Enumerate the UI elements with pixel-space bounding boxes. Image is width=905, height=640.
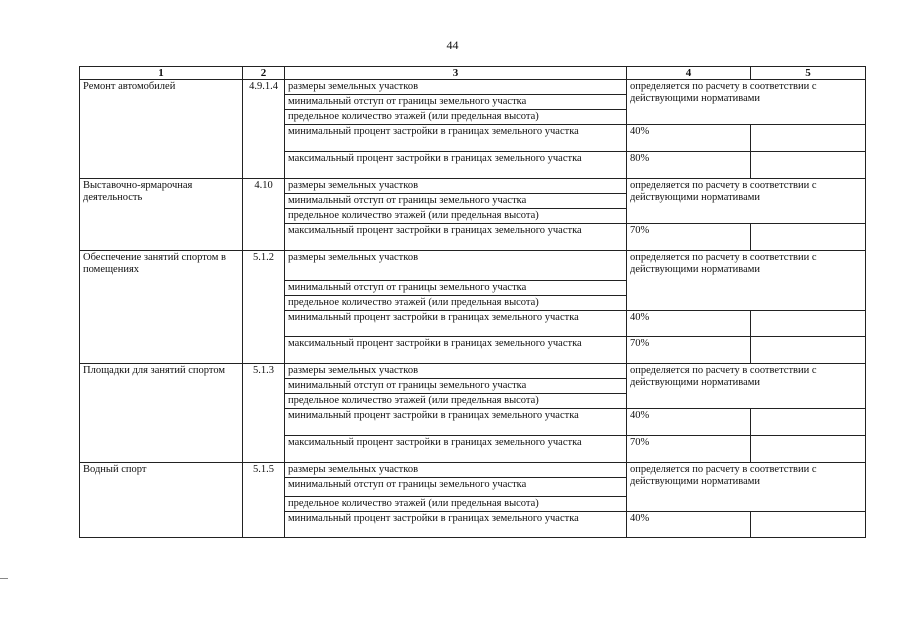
parameter-cell: максимальный процент застройки в границах земельного участка (285, 152, 627, 179)
parameter-cell: предельное количество этажей (или предельная высота) (285, 394, 627, 409)
header-row (80, 67, 866, 80)
parameter-cell: максимальный процент застройки в границах земельного участка (285, 436, 627, 463)
empty-cell (751, 125, 866, 152)
table-row (80, 364, 866, 379)
use-code: 5.1.2 (243, 251, 285, 364)
parameter-cell: размеры земельных участков (285, 364, 627, 379)
parameter-cell: максимальный процент застройки в границах земельного участка (285, 337, 627, 364)
empty-cell (751, 152, 866, 179)
use-code: 5.1.5 (243, 463, 285, 538)
value-cell: определяется по расчету в соответствии с действующими нормативами (627, 463, 866, 512)
parameter-cell: минимальный отступ от границы земельного участка (285, 194, 627, 209)
table-body (80, 80, 866, 538)
parameter-cell: предельное количество этажей (или предельная высота) (285, 296, 627, 311)
parameter-cell: предельное количество этажей (или предельная высота) (285, 209, 627, 224)
value-cell: 70% (627, 436, 751, 463)
empty-cell (751, 409, 866, 436)
parameter-cell: минимальный процент застройки в границах земельного участка (285, 512, 627, 538)
use-name: Площадки для занятий спортом (80, 364, 243, 463)
value-cell: 40% (627, 125, 751, 152)
parameter-cell: минимальный процент застройки в границах земельного участка (285, 409, 627, 436)
value-cell: определяется по расчету в соответствии с действующими нормативами (627, 364, 866, 409)
header-col-3: 3 (285, 67, 627, 80)
header-col-2: 2 (243, 67, 285, 80)
scan-edge-mark (0, 578, 8, 579)
table-row (80, 179, 866, 194)
empty-cell (751, 436, 866, 463)
value-cell: 80% (627, 152, 751, 179)
empty-cell (751, 337, 866, 364)
table-row (80, 463, 866, 478)
value-cell: 40% (627, 512, 751, 538)
value-cell: определяется по расчету в соответствии с действующими нормативами (627, 80, 866, 125)
value-cell: определяется по расчету в соответствии с действующими нормативами (627, 179, 866, 224)
parameter-cell: минимальный отступ от границы земельного участка (285, 478, 627, 497)
parameter-cell: размеры земельных участков (285, 179, 627, 194)
parameter-cell: минимальный отступ от границы земельного участка (285, 281, 627, 296)
use-name: Обеспечение занятий спортом в помещениях (80, 251, 243, 364)
empty-cell (751, 224, 866, 251)
value-cell: определяется по расчету в соответствии с действующими нормативами (627, 251, 866, 311)
parameter-cell: предельное количество этажей (или предельная высота) (285, 497, 627, 512)
empty-cell (751, 512, 866, 538)
header-col-5: 5 (751, 67, 866, 80)
value-cell: 40% (627, 311, 751, 337)
use-name: Водный спорт (80, 463, 243, 538)
use-name: Выставочно-ярмарочная деятельность (80, 179, 243, 251)
table-row (80, 80, 866, 95)
value-cell: 70% (627, 224, 751, 251)
parameter-cell: минимальный процент застройки в границах земельного участка (285, 125, 627, 152)
table-row (80, 251, 866, 281)
parameter-cell: максимальный процент застройки в границах земельного участка (285, 224, 627, 251)
use-code: 4.10 (243, 179, 285, 251)
value-cell: 70% (627, 337, 751, 364)
use-code: 4.9.1.4 (243, 80, 285, 179)
use-code: 5.1.3 (243, 364, 285, 463)
parameter-cell: размеры земельных участков (285, 80, 627, 95)
parameter-cell: размеры земельных участков (285, 463, 627, 478)
parameter-cell: размеры земельных участков (285, 251, 627, 281)
parameter-cell: предельное количество этажей (или предельная высота) (285, 110, 627, 125)
use-name: Ремонт автомобилей (80, 80, 243, 179)
value-cell: 40% (627, 409, 751, 436)
parameter-cell: минимальный отступ от границы земельного участка (285, 95, 627, 110)
page-number: 44 (446, 38, 459, 52)
parameter-cell: минимальный отступ от границы земельного участка (285, 379, 627, 394)
empty-cell (751, 311, 866, 337)
header-col-4: 4 (627, 67, 751, 80)
header-col-1: 1 (80, 67, 243, 80)
parameter-cell: минимальный процент застройки в границах земельного участка (285, 311, 627, 337)
regulations-table (79, 66, 866, 538)
